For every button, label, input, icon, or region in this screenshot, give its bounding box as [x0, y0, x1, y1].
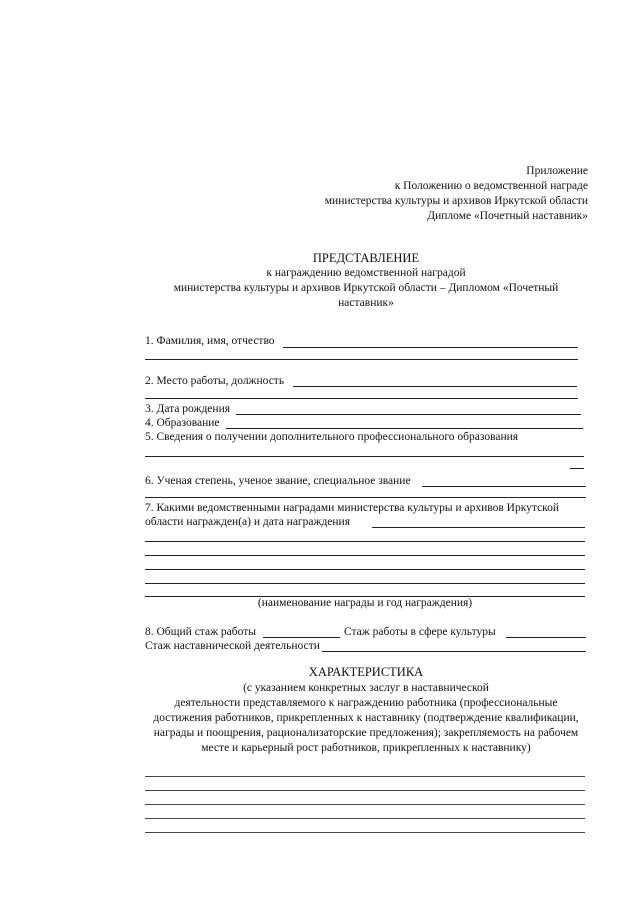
characteristic-block: [0, 681, 640, 756]
characteristic-line-3: достижения работников, прикрепленных к наставнику (подтверждение квалификации,: [153, 712, 579, 724]
awards-line-5[interactable]: [145, 583, 585, 584]
characteristic-line-2: деятельности представляемого к награждению работника (профессиональные: [174, 697, 558, 709]
heading-line-2: министерства культуры и архивов Иркутской области – Дипломом «Почетный: [173, 282, 559, 294]
awards-line-1[interactable]: [372, 527, 585, 528]
workplace-line-1[interactable]: [293, 386, 577, 387]
characteristic-line-4: награды и поощрения, рационализаторские предложения); закрепляемость на рабочем: [153, 727, 579, 739]
heading-line-1: к награждению ведомственной наградой: [266, 267, 466, 279]
awards-caption: (наименование награды и год награждения): [257, 597, 473, 609]
appendix-line-4: Дипломе «Почетный наставник»: [427, 210, 588, 222]
field-7-label-line-1: 7. Какими ведомственными наградами министерства культуры и архивов Иркутской: [145, 502, 560, 514]
characteristic-line-input-4[interactable]: [145, 818, 585, 819]
document-title: ПРЕДСТАВЛЕНИЕ: [312, 251, 420, 265]
awards-line-4[interactable]: [145, 569, 585, 570]
characteristic-line-input-1[interactable]: [145, 776, 585, 777]
full-name-line-2[interactable]: [145, 359, 578, 360]
additional-education-line-1[interactable]: [145, 456, 584, 457]
mentoring-experience-line[interactable]: [322, 651, 586, 652]
awards-line-2[interactable]: [145, 541, 585, 542]
appendix-line-1: Приложение: [526, 165, 588, 177]
field-6-label: 6. Ученая степень, ученое звание, специальное звание: [145, 475, 411, 487]
field-2-label: 2. Место работы, должность: [145, 375, 285, 387]
appendix-block: [325, 164, 588, 224]
characteristic-line-input-2[interactable]: [145, 790, 585, 791]
academic-degree-line-2[interactable]: [145, 497, 586, 498]
characteristic-line-input-5[interactable]: [145, 832, 585, 833]
culture-experience-line[interactable]: [506, 637, 586, 638]
field-8-total-label: 8. Общий стаж работы: [145, 626, 256, 638]
education-line[interactable]: [226, 428, 583, 429]
awards-line-3[interactable]: [145, 555, 585, 556]
field-7-label-line-2: области награжден(а) и дата награждения: [145, 516, 351, 528]
field-1-label: 1. Фамилия, имя, отчество: [145, 335, 275, 347]
heading-block: [0, 266, 640, 311]
field-3-label: 3. Дата рождения: [145, 403, 231, 415]
characteristic-line-1: (с указанием конкретных заслуг в наставнической: [243, 682, 489, 694]
field-8-culture-label: Стаж работы в сфере культуры: [344, 626, 496, 638]
appendix-line-2: к Положению о ведомственной награде: [394, 180, 588, 192]
field-4-label: 4. Образование: [145, 417, 220, 429]
birth-date-line[interactable]: [236, 414, 581, 415]
additional-education-line-2[interactable]: [570, 468, 584, 469]
characteristic-line-5: месте и карьерный рост работников, прикрепленных к наставнику): [201, 742, 531, 754]
field-5-label: 5. Сведения о получении дополнительного профессионального образования: [145, 431, 519, 443]
full-name-line-1[interactable]: [283, 347, 578, 348]
characteristic-title: ХАРАКТЕРИСТИКА: [308, 665, 424, 679]
total-experience-line[interactable]: [263, 637, 340, 638]
academic-degree-line-1[interactable]: [422, 486, 586, 487]
field-8-mentoring-label: Стаж наставнической деятельности: [145, 640, 320, 652]
heading-line-3: наставник»: [338, 297, 394, 309]
characteristic-line-input-3[interactable]: [145, 804, 585, 805]
appendix-line-3: министерства культуры и архивов Иркутской области: [324, 195, 588, 207]
workplace-line-2[interactable]: [145, 398, 578, 399]
